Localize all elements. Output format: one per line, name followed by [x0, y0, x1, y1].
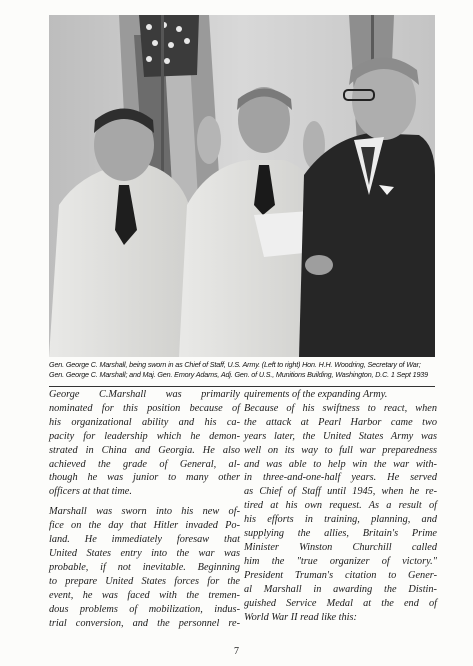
page-number: 7 [234, 646, 239, 657]
text-line: probable, if not inevitable. Beginning [49, 561, 240, 573]
text-line: event, he was faced with the tremen- [49, 589, 240, 601]
photograph-image [49, 15, 435, 357]
text-line: the attack at Pearl Harbor came two [244, 416, 437, 428]
text-line: United States entry into the war was [49, 547, 240, 559]
text-line: fice on the day that Hitler invaded Po- [49, 520, 240, 532]
text-line: President Truman's citation to Gener- [244, 569, 437, 581]
text-line: well on its way to full war preparedness [244, 444, 437, 456]
paragraph [49, 505, 240, 630]
text-line: his organizational ability and his ca- [49, 416, 240, 428]
paragraph [244, 388, 437, 624]
right-text-column [244, 388, 437, 630]
text-line: guished Service Medal at the end of [244, 597, 437, 609]
caption-divider [49, 386, 435, 387]
text-line: quirements of the expanding Army. [244, 389, 388, 400]
text-line: officers at that time. [49, 486, 132, 498]
historical-photograph [49, 15, 435, 357]
text-line: Marshall was sworn into his new of- [49, 506, 240, 518]
left-text-column [49, 388, 240, 636]
text-line: trial conversion, and the personnel re- [49, 617, 240, 629]
text-line: nominated for this position because of [49, 402, 240, 414]
text-line: Minister Winston Churchill called [244, 541, 437, 553]
caption-line: Gen. George C. Marshall; and Maj. Gen. Emory Adams, Adj. Gen. of U.S., Munitions Building, Washington, D.C. 1 Sept 1939 [49, 370, 428, 379]
text-line: years later, the United States Army was [244, 430, 437, 442]
text-line: pacity for leadership which he demon- [49, 430, 240, 442]
text-line: strated in China and Georgia. He also [49, 444, 240, 456]
text-line: his efforts in training, planning, and [244, 514, 437, 526]
text-line: as Chief of Staff until 1945, when he re- [244, 486, 437, 498]
text-line: him the "true organizer of victory." [244, 555, 437, 567]
text-line: George C.Marshall was primarily [49, 389, 240, 400]
text-line: dous problems of mobilization, indus- [49, 603, 240, 615]
photo-caption [49, 360, 437, 380]
caption-line: Gen. George C. Marshall, being sworn in as Chief of Staff, U.S. Army. (Left to right) Hon. H.H. Woodring, Secretary of War; [49, 360, 421, 369]
text-line: though he was junior to many other [49, 472, 240, 484]
text-line: land. He immediately foresaw that [49, 534, 240, 546]
text-line: tired at his own request. As a result of [244, 500, 437, 512]
text-line: in three-and-one-half years. He served [244, 472, 437, 484]
text-line: achieved the grade of General, al- [49, 458, 240, 470]
text-line: al Marshall in awarding the Distin- [244, 583, 437, 595]
text-line: World War II read like this: [244, 611, 357, 623]
text-line: supplying the allies, Britain's Prime [244, 528, 437, 540]
text-line: Because of his swiftness to react, when [244, 402, 437, 414]
text-line: to prepare United States forces for the [49, 575, 240, 587]
text-line: and was able to help win the war with- [244, 458, 437, 470]
paragraph [49, 388, 240, 499]
